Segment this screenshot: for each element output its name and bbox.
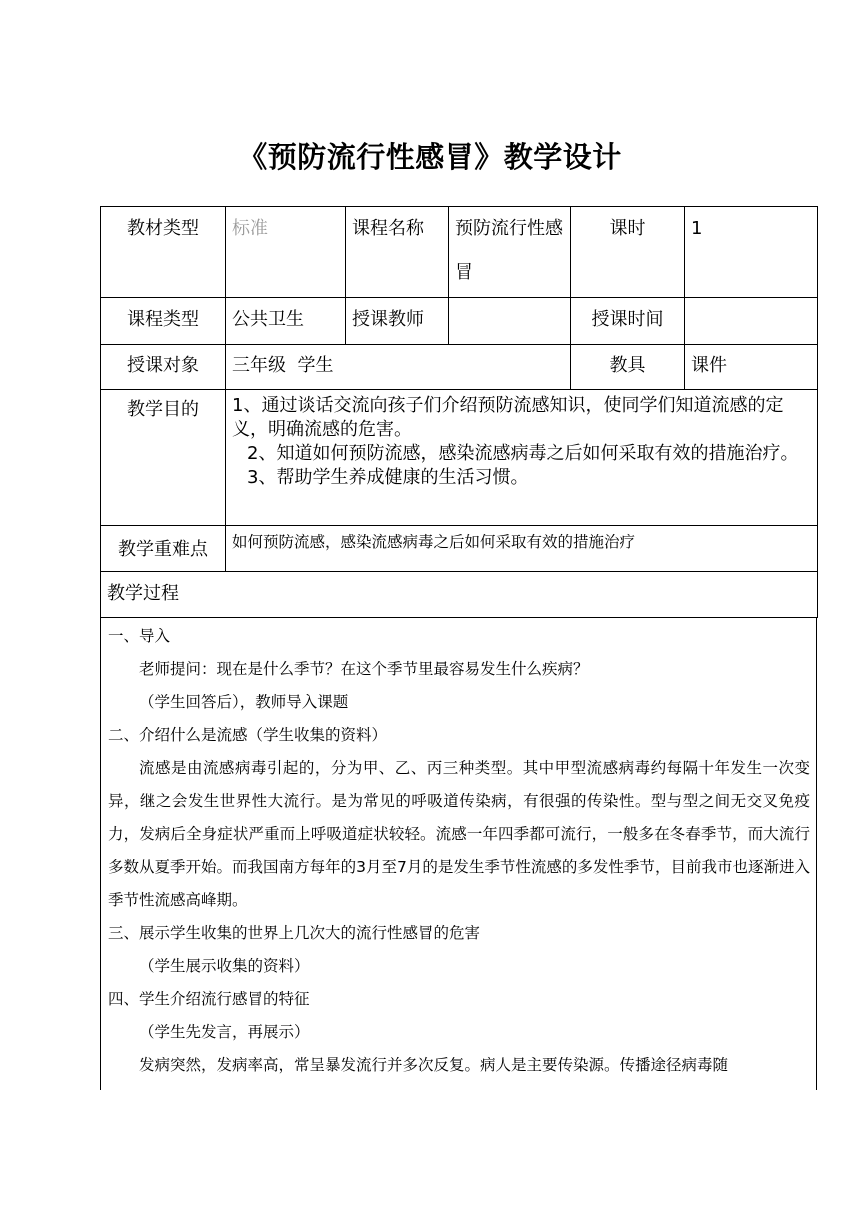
table-row	[101, 526, 818, 572]
course-name-label: 课程名称	[346, 207, 449, 298]
material-type-label: 教材类型	[101, 207, 226, 298]
table-row	[101, 207, 818, 298]
process-paragraph: （学生回答后），教师导入课题	[139, 693, 349, 711]
key-label: 教学重难点	[101, 526, 226, 572]
process-label: 教学过程	[101, 572, 818, 618]
tools-value: 课件	[685, 345, 818, 390]
table-row	[101, 572, 818, 618]
time-value	[685, 298, 818, 345]
teacher-label: 授课教师	[346, 298, 449, 345]
document-title: 《预防流行性感冒》教学设计	[238, 140, 622, 174]
goal-content	[226, 390, 818, 526]
table-row	[101, 345, 818, 390]
key-value: 如何预防流感，感染流感病毒之后如何采取有效的措施治疗	[226, 526, 818, 572]
course-type-value: 公共卫生	[226, 298, 346, 345]
process-paragraph: 发病突然，发病率高，常呈暴发流行并多次反复。病人是主要传染源。传播途径病毒随	[139, 1056, 729, 1074]
process-heading: 一、导入	[108, 627, 171, 645]
process-heading: 三、展示学生收集的世界上几次大的流行性感冒的危害	[108, 924, 481, 942]
teacher-value	[449, 298, 571, 345]
course-name-value: 预防流行性感冒	[449, 207, 571, 298]
teaching-process-content	[100, 617, 817, 1090]
process-paragraph: （学生展示收集的资料）	[139, 957, 310, 975]
process-heading: 四、学生介绍流行感冒的特征	[108, 990, 310, 1008]
goal-item: 1、通过谈话交流向孩子们介绍预防流感知识，使同学们知道流感的定义，明确流感的危害。	[232, 395, 784, 440]
lesson-value: 1	[685, 207, 818, 298]
process-paragraph: （学生先发言，再展示）	[139, 1023, 310, 1041]
tools-label: 教具	[571, 345, 685, 390]
lesson-label: 课时	[571, 207, 685, 298]
table-row	[101, 390, 818, 526]
time-label: 授课时间	[571, 298, 685, 345]
course-type-label: 课程类型	[101, 298, 226, 345]
goal-label: 教学目的	[101, 390, 226, 526]
process-heading: 二、介绍什么是流感（学生收集的资料）	[108, 726, 388, 744]
lesson-info-table	[100, 206, 818, 618]
table-row	[101, 298, 818, 345]
process-paragraph: 流感是由流感病毒引起的，分为甲、乙、丙三种类型。其中甲型流感病毒约每隔十年发生一次变异，继之会发生世界性大流行。是为常见的呼吸道传染病，有很强的传染性。型与型之间无交叉免疫力，发病后全身症状严重而上呼吸道症状较轻。流感一年四季都可流行，一般多在冬春季节，而大流行多数从夏季开始。而我国南方每年的3月至7月的是发生季节性流感的多发性季节，目前我市也逐渐进入季节性流感高峰期。	[108, 759, 810, 909]
audience-label: 授课对象	[101, 345, 226, 390]
process-paragraph: 老师提问：现在是什么季节？在这个季节里最容易发生什么疾病？	[139, 660, 589, 678]
goal-item: 3、帮助学生养成健康的生活习惯。	[247, 467, 529, 488]
audience-value: 三年级 学生	[226, 345, 571, 390]
goal-item: 2、知道如何预防流感，感染流感病毒之后如何采取有效的措施治疗。	[247, 443, 799, 464]
material-type-value: 标准	[226, 207, 346, 298]
